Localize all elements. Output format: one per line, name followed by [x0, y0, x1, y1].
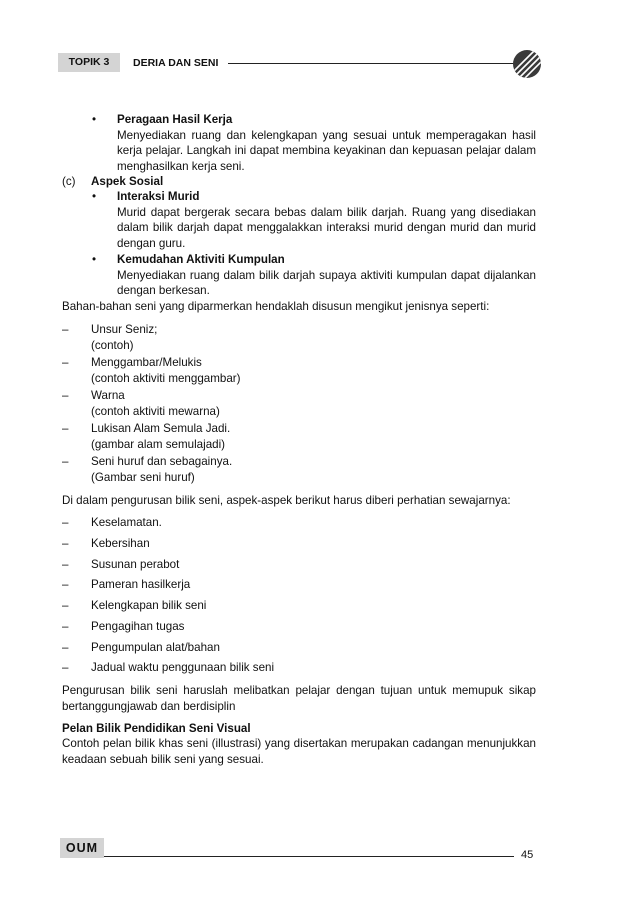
list-item: Kebersihan [91, 537, 150, 550]
list-item: Pameran hasilkerja [91, 578, 191, 591]
bullet-text: Menyediakan ruang dalam bilik darjah supaya aktiviti kumpulan dapat dijalankan dengan berkesan. [117, 268, 536, 297]
bullet-icon: • [92, 190, 97, 203]
bullet-peragaan [117, 112, 536, 174]
list-item-title: Lukisan Alam Semula Jadi. [91, 422, 231, 435]
list-item-note: (Gambar seni huruf) [91, 470, 195, 484]
dash-icon: – [62, 558, 69, 571]
dash-icon: – [62, 455, 69, 468]
plan-paragraph: Contoh pelan bilik khas seni (illustrasi) yang disertakan merupakan cadangan menunjukkan keadaan sebuah bilik seni yang sesuai. [62, 737, 536, 766]
section-label: (c) [62, 175, 76, 188]
dash-icon: – [62, 323, 69, 336]
list-item [91, 388, 536, 419]
dash-icon: – [62, 620, 69, 633]
list-item-title: Warna [91, 389, 125, 402]
bullet-text: Menyediakan ruang dan kelengkapan yang sesuai untuk memperagakan hasil kerja pelajar. Langkah ini dapat membina keyakinan dan kepuasan pelajar dalam menghasilkan kerja seni. [117, 128, 536, 173]
dash-icon: – [62, 516, 69, 529]
list-item-note: (contoh aktiviti mewarna) [91, 404, 220, 418]
plan-heading: Pelan Bilik Pendidikan Seni Visual [62, 722, 251, 735]
materials-intro: Bahan-bahan seni yang diparmerkan hendaklah disusun mengikut jenisnya seperti: [62, 300, 490, 313]
dash-icon: – [62, 661, 69, 674]
list-item [91, 355, 536, 386]
list-item-title: Unsur Seniz; [91, 323, 158, 336]
bullet-text: Murid dapat bergerak secara bebas dalam bilik darjah. Ruang yang disediakan dalam bilik darjah dapat menggalakkan interaksi murid dengan murid dan murid dengan guru. [117, 205, 536, 250]
dash-icon: – [62, 356, 69, 369]
dash-icon: – [62, 389, 69, 402]
list-item [91, 454, 536, 485]
list-item-note: (contoh aktiviti menggambar) [91, 371, 241, 385]
list-item: Pengumpulan alat/bahan [91, 641, 220, 654]
dash-icon: – [62, 578, 69, 591]
dash-icon: – [62, 537, 69, 550]
list-item-title: Menggambar/Melukis [91, 356, 202, 369]
bullet-kemudahan [117, 252, 536, 299]
footer-brand: OUM [60, 838, 104, 858]
dash-icon: – [62, 599, 69, 612]
dash-icon: – [62, 422, 69, 435]
topic-title: DERIA DAN SENI [133, 57, 219, 69]
bullet-icon: • [92, 113, 97, 126]
list-item-title: Seni huruf dan sebagainya. [91, 455, 233, 468]
footer-rule [104, 856, 514, 857]
list-item-note: (gambar alam semulajadi) [91, 437, 226, 451]
page-number: 45 [521, 849, 534, 861]
dash-icon: – [62, 641, 69, 654]
list-item: Kelengkapan bilik seni [91, 599, 207, 612]
management-intro: Di dalam pengurusan bilik seni, aspek-aspek berikut harus diberi perhatian sewajarnya: [62, 494, 511, 507]
topic-tag: TOPIK 3 [58, 53, 120, 72]
section-heading: Aspek Sosial [91, 175, 164, 188]
header-rule [228, 63, 518, 64]
bullet-icon: • [92, 253, 97, 266]
list-item [91, 421, 536, 452]
closing-paragraph: Pengurusan bilik seni haruslah melibatkan pelajar dengan tujuan untuk memupuk sikap bertanggungjawab dan berdisiplin [62, 684, 536, 713]
list-item: Keselamatan. [91, 516, 162, 529]
list-item-note: (contoh) [91, 338, 134, 352]
list-item [91, 322, 536, 353]
list-item: Jadual waktu penggunaan bilik seni [91, 661, 275, 674]
list-item: Pengagihan tugas [91, 620, 185, 633]
bullet-interaksi [117, 189, 536, 251]
list-item: Susunan perabot [91, 558, 180, 571]
bullet-title: Interaksi Murid [117, 190, 200, 203]
bullet-title: Peragaan Hasil Kerja [117, 113, 233, 126]
bullet-title: Kemudahan Aktiviti Kumpulan [117, 253, 285, 266]
oum-globe-logo-icon [512, 49, 542, 79]
